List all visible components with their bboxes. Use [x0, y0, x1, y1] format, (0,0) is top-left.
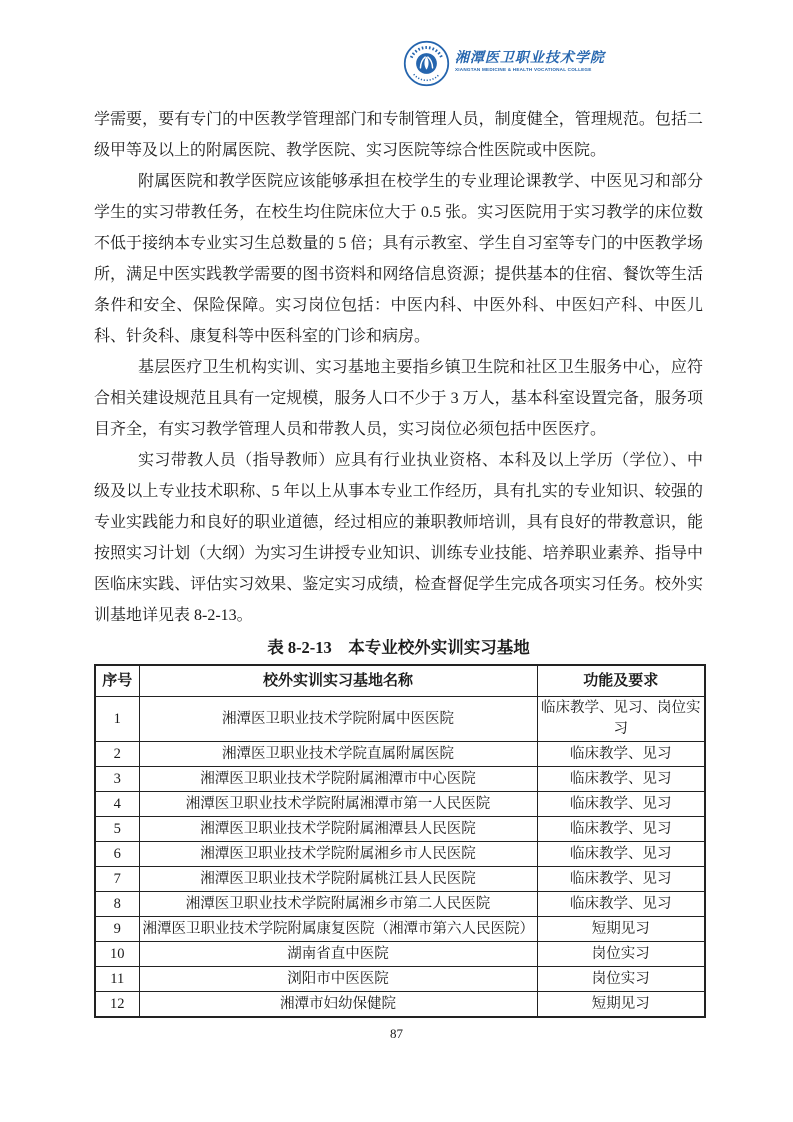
row-number-cell: 4: [95, 792, 139, 817]
row-number-cell: 10: [95, 942, 139, 967]
base-name-cell: 湘潭医卫职业技术学院附属湘乡市第二人民医院: [139, 892, 537, 917]
table-row: [95, 817, 705, 842]
table-row: [95, 867, 705, 892]
college-name-en: XIANGTAN MEDICINE & HEALTH VOCATIONAL COLLEGE: [454, 66, 592, 72]
table-row: [95, 767, 705, 792]
base-name-cell: 湘潭医卫职业技术学院附属桃江县人民医院: [139, 867, 537, 892]
column-header-base-name: 校外实训实习基地名称: [139, 665, 537, 697]
function-cell: 临床教学、见习: [537, 767, 705, 792]
base-name-cell: 湘潭医卫职业技术学院直属附属医院: [139, 742, 537, 767]
function-cell: 临床教学、见习: [537, 792, 705, 817]
row-number-cell: 12: [95, 992, 139, 1018]
paragraph-affiliated-hospitals: 附属医院和教学医院应该能够承担在校学生的专业理论课教学、中医见习和部分学生的实习带教任务，在校生均住院床位大于 0.5 张。实习医院用于实习教学的床位数不低于接纳本专业实习生总数量的 5 倍；具有示教室、学生自习室等专门的中医教学场所，满足中医实践教学需要的图书资料和网络信息资源；提供基本的住宿、餐饮等生活条件和安全、保险保障。实习岗位包括：中医内科、中医外科、中医妇产科、中医儿科、针灸科、康复科等中医科室的门诊和病房。: [94, 173, 703, 345]
table-row: [95, 892, 705, 917]
paragraph-continued: 学需要，要有专门的中医教学管理部门和专制管理人员，制度健全，管理规范。包括二级甲等及以上的附属医院、教学医院、实习医院等综合性医院或中医院。: [94, 111, 703, 159]
table-header-row: [95, 665, 705, 697]
row-number-cell: 2: [95, 742, 139, 767]
row-number-cell: 5: [95, 817, 139, 842]
page-number: 87: [390, 1026, 403, 1041]
table-header: [95, 665, 705, 697]
row-number-cell: 11: [95, 967, 139, 992]
base-name-cell: 湘潭医卫职业技术学院附属湘潭市中心医院: [139, 767, 537, 792]
function-cell: 临床教学、见习: [537, 867, 705, 892]
table-row: [95, 742, 705, 767]
column-header-number: 序号: [95, 665, 139, 697]
table-row: [95, 967, 705, 992]
paragraph-grassroots-institutions: 基层医疗卫生机构实训、实习基地主要指乡镇卫生院和社区卫生服务中心，应符合相关建设规范且具有一定规模，服务人口不少于 3 万人，基本科室设置完备，服务项目齐全，有实习教学管理人员和带教人员，实习岗位必须包括中医医疗。: [94, 359, 703, 438]
base-name-cell: 湘潭市妇幼保健院: [139, 992, 537, 1018]
base-name-cell: 湘潭医卫职业技术学院附属湘潭市第一人民医院: [139, 792, 537, 817]
column-header-function: 功能及要求: [537, 665, 705, 697]
page-footer: [0, 1026, 793, 1042]
paragraph-internship-instructors: 实习带教人员（指导教师）应具有行业执业资格、本科及以上学历（学位）、中级及以上专业技术职称、5 年以上从事本专业工作经历，具有扎实的专业知识、较强的专业实践能力和良好的职业道德，经过相应的兼职教师培训，具有良好的带教意识，能按照实习计划（大纲）为实习生讲授专业知识、训练专业技能、培养职业素养、指导中医临床实践、评估实习效果、鉴定实习成绩，检查督促学生完成各项实习任务。校外实训基地详见表 8-2-13。: [94, 452, 703, 624]
function-cell: 临床教学、见习: [537, 742, 705, 767]
table-title: 表 8-2-13 本专业校外实训实习基地: [267, 638, 530, 657]
row-number-cell: 7: [95, 867, 139, 892]
row-number-cell: 3: [95, 767, 139, 792]
function-cell: 岗位实习: [537, 942, 705, 967]
function-cell: 临床教学、见习: [537, 892, 705, 917]
base-name-cell: 湘潭医卫职业技术学院附属湘潭县人民医院: [139, 817, 537, 842]
table-row: [95, 992, 705, 1018]
base-name-cell: 湖南省直中医院: [139, 942, 537, 967]
base-name-cell: 湘潭医卫职业技术学院附属康复医院（湘潭市第六人民医院）: [139, 917, 537, 942]
training-bases-table-body: [95, 697, 705, 1018]
base-name-cell: 湘潭医卫职业技术学院附属湘乡市人民医院: [139, 842, 537, 867]
page-content: [94, 104, 703, 1018]
row-number-cell: 6: [95, 842, 139, 867]
function-cell: 临床教学、见习: [537, 842, 705, 867]
table-row: [95, 917, 705, 942]
college-emblem-icon: [403, 40, 450, 87]
college-name-zh: 湘潭医卫职业技术学院: [454, 51, 605, 66]
function-cell: 岗位实习: [537, 967, 705, 992]
base-name-cell: 湘潭医卫职业技术学院附属中医医院: [139, 697, 537, 742]
function-cell: 短期见习: [537, 917, 705, 942]
function-cell: 临床教学、见习: [537, 817, 705, 842]
table-row: [95, 697, 705, 742]
college-logo: [403, 40, 703, 87]
function-cell: 短期见习: [537, 992, 705, 1018]
table-row: [95, 842, 705, 867]
row-number-cell: 8: [95, 892, 139, 917]
base-name-cell: 浏阳市中医医院: [139, 967, 537, 992]
college-name-block: [455, 51, 703, 76]
table-row: [95, 942, 705, 967]
row-number-cell: 1: [95, 697, 139, 742]
training-bases-table: [94, 664, 706, 1018]
function-cell: 临床教学、见习、岗位实习: [537, 697, 705, 742]
row-number-cell: 9: [95, 917, 139, 942]
table-row: [95, 792, 705, 817]
